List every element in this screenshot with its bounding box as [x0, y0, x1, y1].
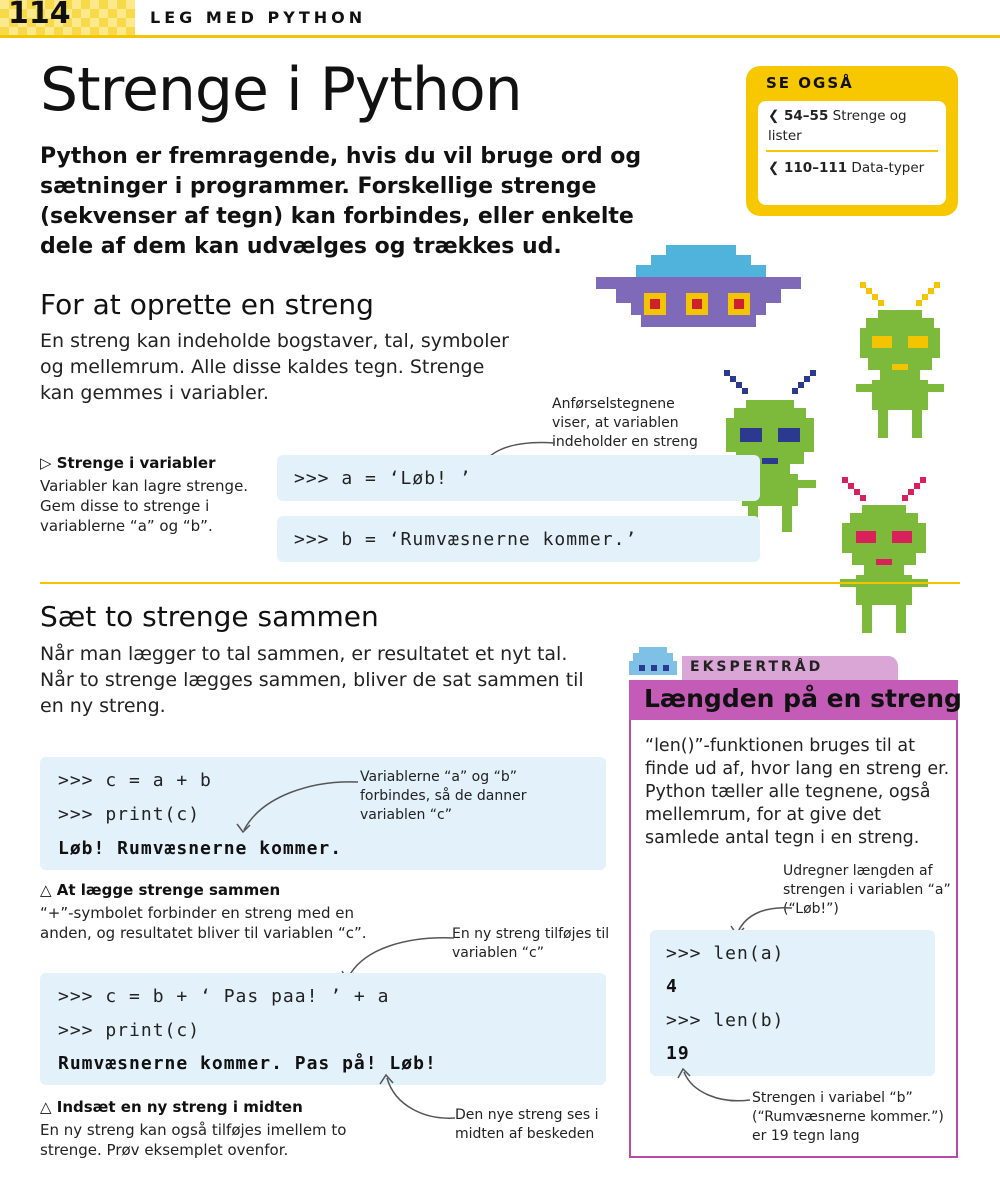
annotation-arrow [375, 1070, 460, 1126]
code-line: >>> c = a + b [58, 770, 212, 791]
code-line: >>> len(a) [666, 943, 785, 964]
intro-text: Python er fremragende, hvis du vil bruge ord og sætninger i programmer. Forskellige strenge (sekvenser af tegn) kan forbindes, eller enkelte dele af dem kan udvælges og trækkes ud. [40, 144, 642, 259]
caption-text: Variabler kan lagre strenge. Gem disse to strenge i variablerne “a” og “b”. [40, 477, 249, 535]
alien-illustration-blue [720, 368, 820, 538]
see-also-divider [766, 150, 938, 152]
page-title: Strenge i Python [40, 55, 522, 125]
annotation-len-a: Udregner længden af strengen i variablen “a” (“Løb!”) [783, 863, 951, 917]
see-also-item[interactable] [768, 106, 938, 146]
code-line: >>> len(b) [666, 1010, 785, 1031]
annotation-new-string: En ny streng tilføjes til variablen “c” [452, 926, 610, 961]
section-heading-create-string: For at oprette en streng [40, 288, 374, 321]
code-output: Løb! Rumvæsnerne kommer. [58, 838, 343, 859]
code-output: Rumvæsnerne kommer. Pas på! Løb! [58, 1053, 437, 1074]
expert-tip-label: EKSPERTRÅD [690, 659, 824, 675]
alien-illustration-pink [836, 475, 932, 637]
annotation-middle: Den nye streng ses i midten af beskeden [455, 1107, 599, 1142]
header-rule [0, 35, 1000, 38]
annotation-arrow [674, 1064, 754, 1108]
see-also-text: Data-typer [851, 160, 925, 176]
caption-insert-string [40, 1098, 380, 1160]
caption-heading: ▷ Strenge i variabler [40, 454, 216, 472]
caption-text: En ny streng kan også tilføjes imellem to strenge. Prøv eksemplet ovenfor. [40, 1121, 347, 1159]
annotation-joined: Variablerne “a” og “b” forbindes, så de danner variablen “c” [360, 769, 527, 823]
alien-illustration-yellow [852, 280, 948, 445]
see-also-pages: ❮ 54–55 [768, 108, 829, 124]
section-divider [40, 582, 960, 584]
annotation-quotes: Anførselstegnene viser, at variablen indeholder en streng [552, 396, 698, 450]
see-also-item[interactable] [768, 158, 938, 178]
expert-tip-text: “len()”-funktionen bruges til at finde ud af, hvor lang en streng er. Python tæller alle tegnene, også mellemrum, for at give det samlede antal tegn i en streng. [645, 736, 950, 848]
expert-tip-title: Længden på en streng [644, 684, 962, 713]
section-heading-join-strings: Sæt to strenge sammen [40, 600, 379, 633]
mini-alien-icon [629, 645, 677, 675]
caption-heading: △ Indsæt en ny streng i midten [40, 1098, 303, 1116]
code-output: 19 [666, 1043, 690, 1064]
code-line: >>> print(c) [58, 1020, 201, 1041]
caption-heading: △ At lægge strenge sammen [40, 881, 281, 899]
annotation-arrow [232, 776, 362, 838]
see-also-pages: ❮ 110–111 [768, 160, 848, 176]
page-number: 114 [8, 0, 71, 31]
see-also-text: Strenge og lister [768, 108, 907, 144]
section-text-join-strings: Når man lægger to tal sammen, er resultatet et nyt tal. Når to strenge lægges sammen, bliver de sat sammen til en ny streng. [40, 643, 584, 717]
annotation-len-b: Strengen i variabel “b” (“Rumvæsnerne kommer.”) er 19 tegn lang [752, 1090, 944, 1144]
code-line: >>> c = b + ‘ Pas paa! ’ + a [58, 986, 390, 1007]
caption-text: “+”-symbolet forbinder en streng med en anden, og resultatet bliver til variablen “c”. [40, 904, 367, 942]
ufo-illustration [596, 245, 801, 330]
section-text-create-string: En streng kan indeholde bogstaver, tal, symboler og mellemrum. Alle disse kaldes tegn. Strenge kan gemmes i variabler. [40, 330, 509, 404]
running-head: LEG MED PYTHON [150, 8, 367, 27]
code-line: >>> b = ‘Rumvæsnerne kommer.’ [294, 529, 638, 550]
code-line: >>> print(c) [58, 804, 201, 825]
caption-strings-in-variables [40, 454, 270, 536]
code-line: >>> a = ‘Løb! ’ [294, 468, 472, 489]
code-output: 4 [666, 976, 678, 997]
see-also-heading: SE OGSÅ [766, 74, 854, 92]
